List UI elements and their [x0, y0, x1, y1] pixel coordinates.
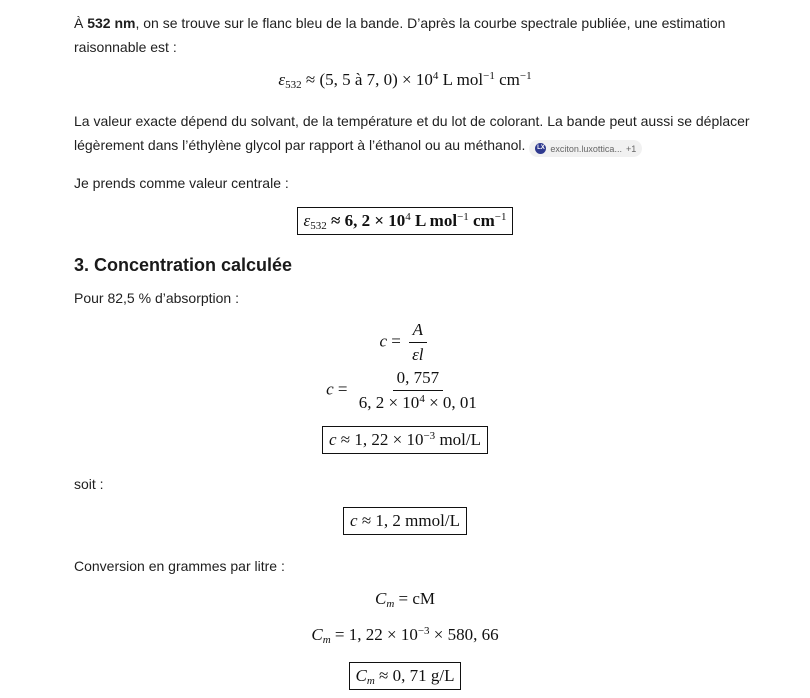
paragraph-soit: soit :: [74, 476, 104, 492]
solvent-text: La valeur exacte dépend du solvant, de la température et du lot de colorant. La bande peut aussi se déplacer légèrement dans l’éthylène glycol par rapport à l’éthanol ou au méthanol.: [74, 113, 750, 153]
subscript: m: [366, 675, 375, 687]
denominator: 6, $2 \times 10^4 \times 0$, 01: [358, 393, 477, 412]
exponent: 4: [419, 393, 425, 405]
boxed-result: [343, 507, 467, 535]
fraction: [408, 320, 427, 365]
epsilon-subscript: 532: [285, 79, 302, 91]
equation-c-mmol: [0, 507, 810, 535]
variable-c: c: [350, 511, 358, 530]
source-logo-icon: LX: [535, 143, 546, 154]
wavelength-value: 532 nm: [87, 15, 136, 31]
equation-c-numeric: [0, 368, 810, 413]
mass-concentration-value: ≈ 0, 71 g/L: [374, 666, 455, 685]
equation-c-result: [0, 426, 810, 454]
subscript: m: [386, 598, 395, 610]
molar-mass-factor: × 580, 66: [429, 625, 499, 644]
epsilon-symbol: ε: [278, 70, 286, 89]
epsilon-range-value: ≈ (5, 5 à 7, 0) × 10: [301, 70, 433, 89]
source-count: +1: [625, 143, 637, 154]
unit: mol/L: [435, 430, 481, 449]
unit: cm: [468, 211, 495, 230]
formula-rhs: = cM: [394, 589, 436, 608]
concentration-value: ≈ 1, 22 × 10: [336, 430, 424, 449]
exponent: 4: [432, 70, 439, 82]
intro-prefix: À: [74, 15, 88, 31]
epsilon-central-value: ≈ 6, 2 × 10: [326, 211, 406, 230]
equation-epsilon-central: [0, 207, 810, 235]
variable-cm: C: [355, 666, 367, 685]
exponent: −1: [457, 211, 469, 223]
numerator: A: [412, 320, 424, 339]
exponent: −1: [483, 70, 495, 82]
epsilon-symbol: ε: [303, 211, 311, 230]
exponent: −3: [417, 625, 430, 637]
paragraph-central-value: Je prends comme valeur centrale :: [74, 175, 289, 191]
source-citation-chip[interactable]: [529, 140, 642, 157]
fraction: [355, 368, 481, 413]
paragraph-intro: [74, 11, 774, 59]
exponent: 4: [405, 211, 411, 223]
denominator: εl: [412, 345, 424, 364]
unit: cm: [494, 70, 520, 89]
equation-c-formula: [0, 320, 810, 365]
boxed-result: [349, 662, 462, 690]
variable-cm: C: [374, 589, 387, 608]
epsilon-subscript: 532: [310, 220, 327, 232]
boxed-result: [297, 207, 514, 235]
section-heading: 3. Concentration calculée: [74, 255, 293, 275]
source-label: exciton.luxottica...: [550, 143, 622, 154]
exponent: −3: [423, 430, 436, 442]
variable-c: c: [326, 379, 334, 399]
exponent: −1: [494, 211, 507, 223]
mass-concentration-expr: = 1, 22 × 10: [330, 625, 418, 644]
equation-epsilon-range: [0, 70, 810, 90]
unit: L mol: [410, 211, 458, 230]
intro-suffix: , on se trouve sur le flanc bleu de la bande. D’après la courbe spectrale publiée, une estimation raisonnable est :: [74, 15, 726, 55]
paragraph-absorption: Pour 82,5 % d’absorption :: [74, 290, 239, 306]
paragraph-conversion: Conversion en grammes par litre :: [74, 558, 285, 574]
numerator: 0, 757: [393, 368, 444, 391]
paragraph-solvent: [74, 109, 774, 157]
concentration-mmol-value: ≈ 1, 2 mmol/L: [357, 511, 460, 530]
variable-c: c: [379, 331, 388, 351]
variable-cm: C: [311, 625, 323, 644]
subscript: m: [322, 634, 331, 646]
exponent: −1: [519, 70, 532, 82]
equation-cm-result: [0, 662, 810, 690]
equals-sign: =: [387, 331, 406, 351]
equation-cm-formula: [0, 589, 810, 609]
equals-sign: =: [333, 379, 352, 399]
variable-c: c: [329, 430, 337, 449]
unit: L mol: [438, 70, 484, 89]
boxed-result: [322, 426, 488, 454]
equation-cm-numeric: [0, 625, 810, 645]
